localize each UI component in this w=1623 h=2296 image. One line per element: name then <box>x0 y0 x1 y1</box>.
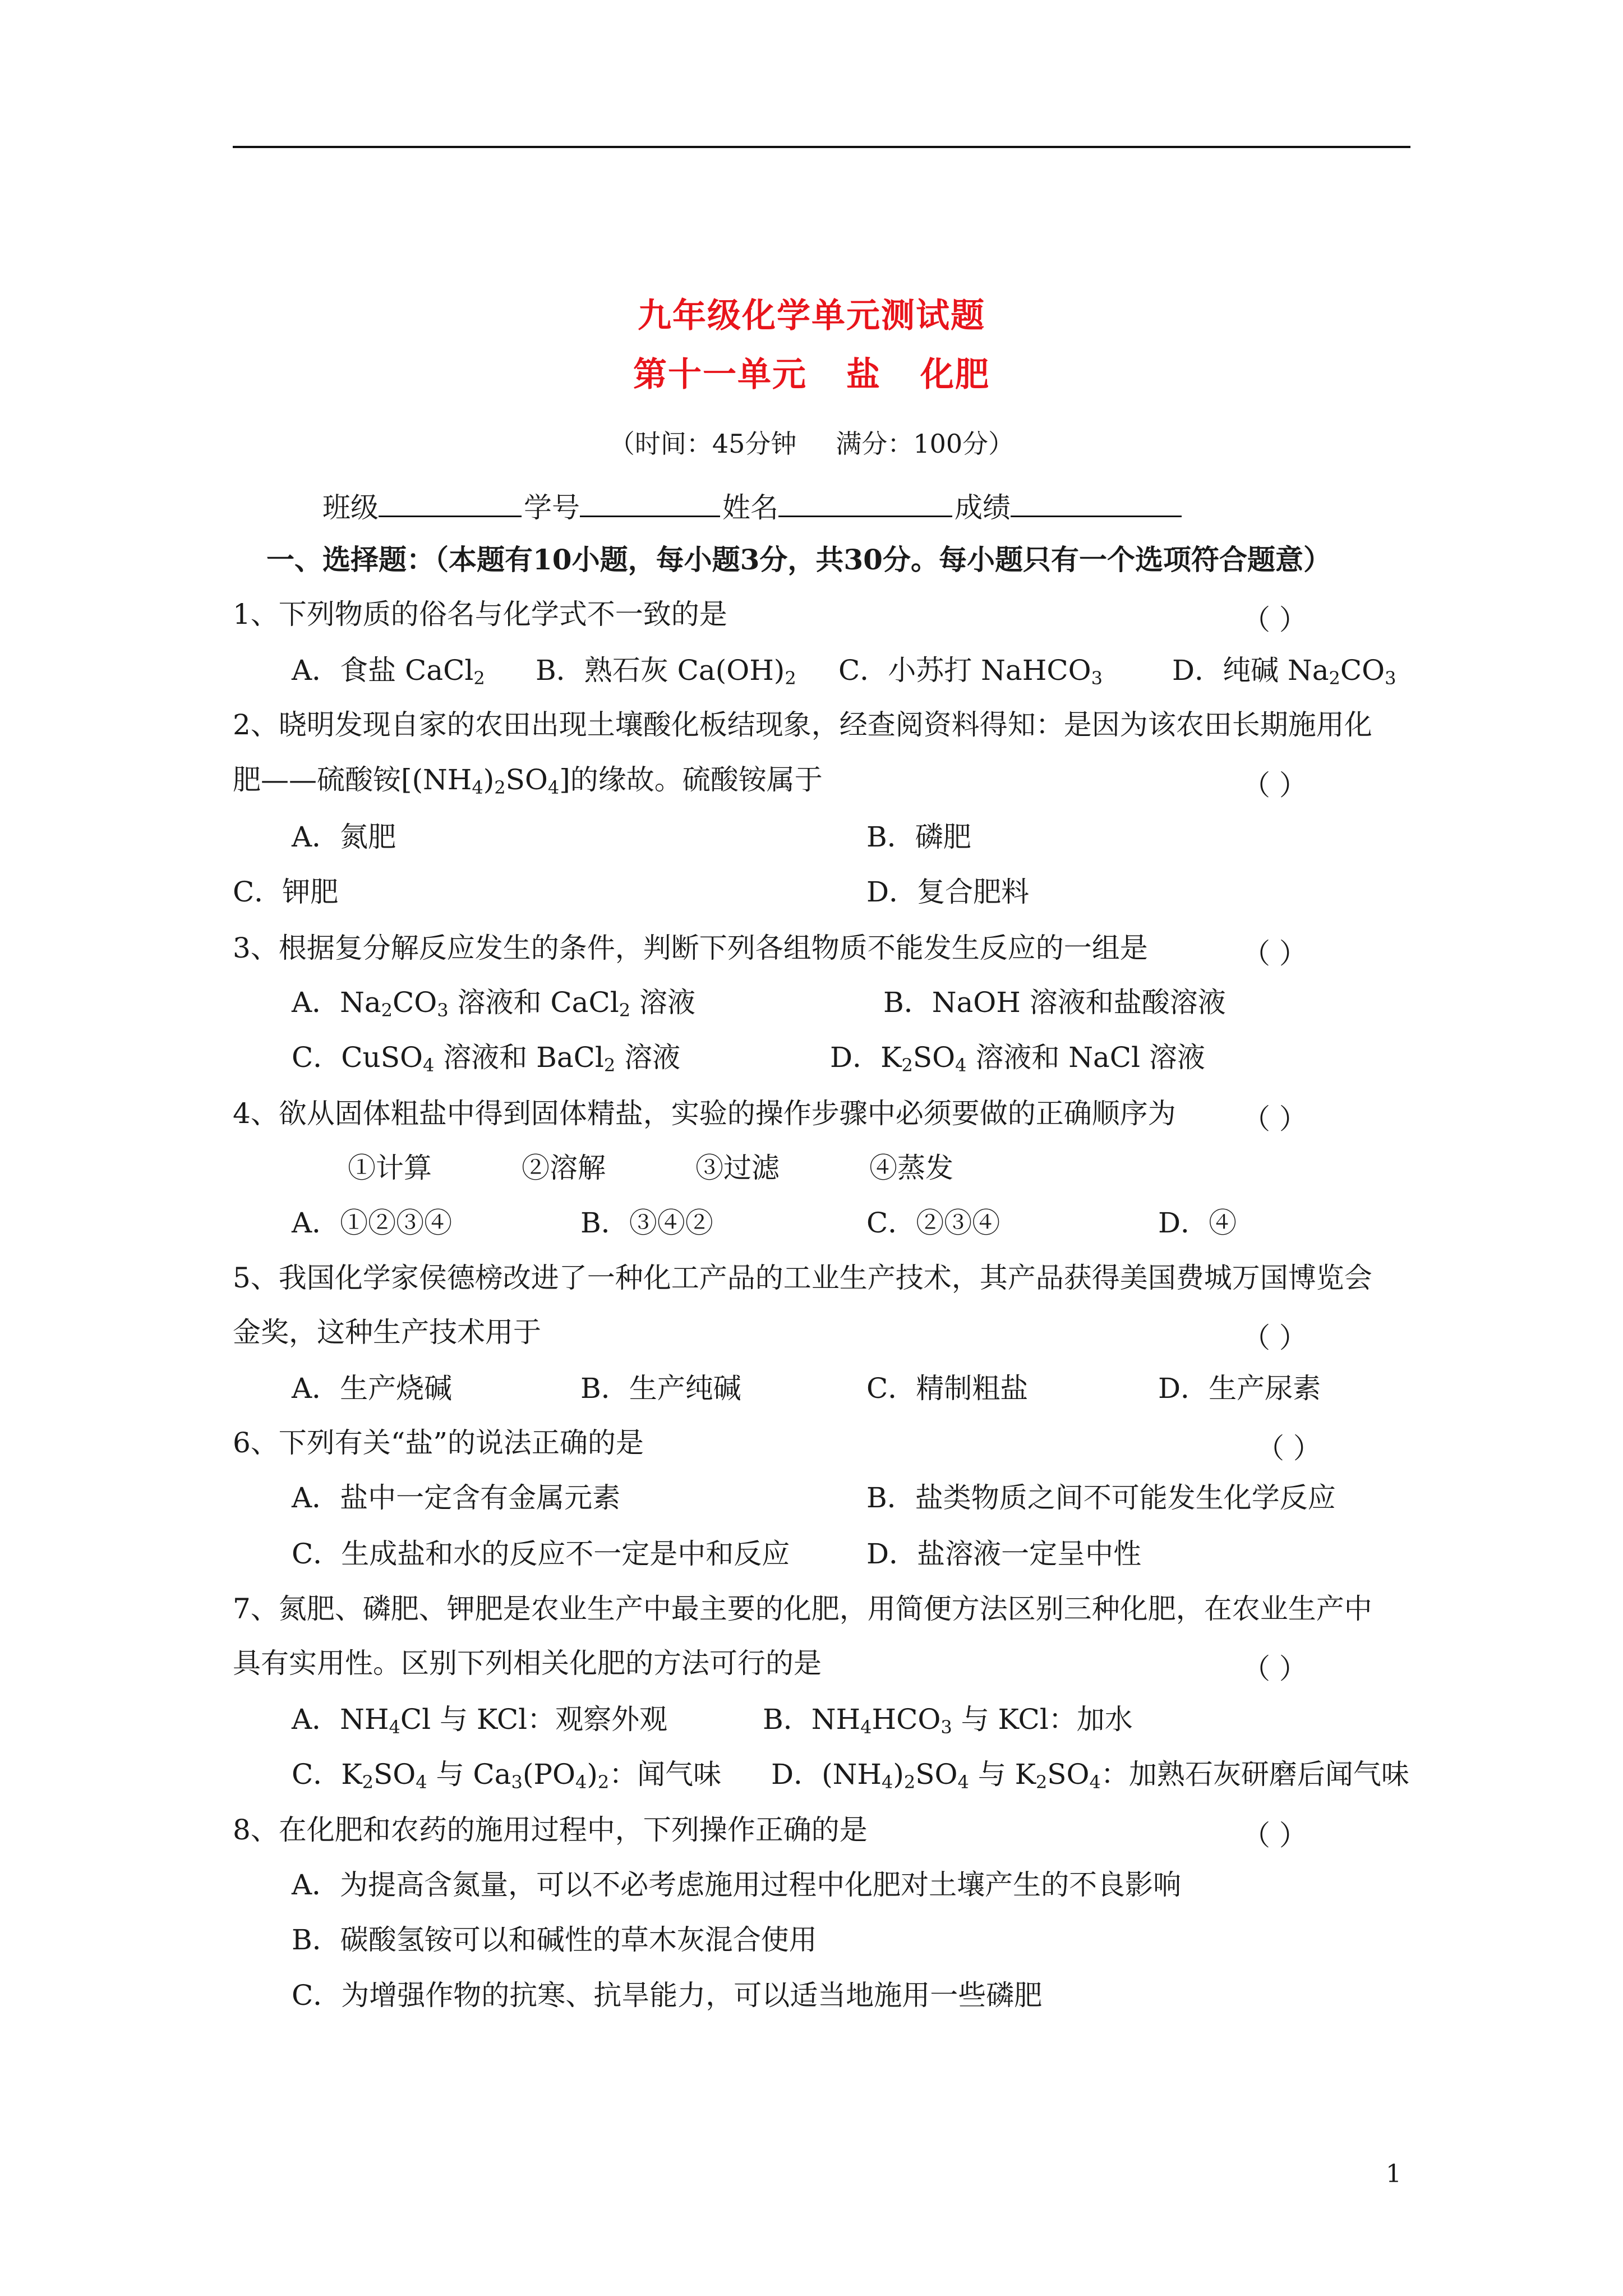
question-2-option-d[interactable]: D．复合肥料 <box>866 876 1030 908</box>
question-3-answer[interactable]: （ ） <box>1242 937 1307 970</box>
score-label: 满分：100分） <box>836 429 1015 459</box>
class-label: 班级 <box>322 491 379 524</box>
student-info-row <box>322 485 1184 526</box>
unit-topic-fertilizer: 化肥 <box>920 355 990 394</box>
unit-title <box>0 348 1623 396</box>
exam-meta <box>0 424 1623 461</box>
question-4-option-d[interactable]: D．④ <box>1158 1207 1237 1239</box>
question-2-stem-line-1: 2、晓明发现自家的农田出现土壤酸化板结现象，经查阅资料得知：是因为该农田长期施用化 <box>233 708 1372 741</box>
page-number: 1 <box>1386 2160 1401 2188</box>
question-6-stem: 6、下列有关“盐”的说法正确的是 <box>233 1427 644 1459</box>
question-8-option-c[interactable]: C．为增强作物的抗寒、抗旱能力，可以适当地施用一些磷肥 <box>292 1979 1043 2012</box>
question-3-option-c[interactable]: C．CuSO$_4$ 溶液和 BaCl$_2$ 溶液 <box>292 1041 681 1076</box>
time-label: （时间：45分钟 <box>608 429 797 459</box>
question-1-option-b[interactable]: B．熟石灰 $Ca(OH)_2$ <box>536 654 796 689</box>
question-4-step-4: ④蒸发 <box>869 1152 953 1184</box>
question-3-stem: 3、根据复分解反应发生的条件，判断下列各组物质不能发生反应的一组是 <box>233 932 1148 964</box>
question-4-step-1: ①计算 <box>348 1152 432 1184</box>
question-7-stem-line-2: 具有实用性。区别下列相关化肥的方法可行的是 <box>233 1647 822 1680</box>
header-rule <box>233 146 1410 148</box>
question-8-option-a[interactable]: A．为提高含氮量，可以不必考虑施用过程中化肥对土壤产生的不良影响 <box>292 1869 1182 1901</box>
question-5-option-a[interactable]: A．生产烧碱 <box>292 1372 453 1405</box>
unit-number: 第十一单元 <box>633 355 807 394</box>
class-blank[interactable] <box>379 492 522 517</box>
question-5-option-d[interactable]: D．生产尿素 <box>1158 1372 1321 1405</box>
question-7-answer[interactable]: （ ） <box>1242 1653 1307 1685</box>
question-4-answer[interactable]: （ ） <box>1242 1103 1307 1135</box>
student-id-blank[interactable] <box>580 492 720 517</box>
question-5-option-c[interactable]: C．精制粗盐 <box>866 1372 1029 1405</box>
question-4-option-c[interactable]: C．②③④ <box>866 1207 1000 1239</box>
question-8-answer[interactable]: （ ） <box>1242 1819 1307 1852</box>
question-1-stem: 1、下列物质的俗名与化学式不一致的是 <box>233 598 727 631</box>
question-3-option-a[interactable]: A．$Na_2CO_3$ 溶液和 CaCl$_2$ 溶液 <box>292 986 696 1021</box>
question-8-stem: 8、在化肥和农药的施用过程中，下列操作正确的是 <box>233 1814 868 1846</box>
question-3-option-d[interactable]: D．$K_2SO_4$ 溶液和 NaCl 溶液 <box>830 1041 1205 1076</box>
question-7-stem-line-1: 7、氮肥、磷肥、钾肥是农业生产中最主要的化肥，用简便方法区别三种化肥，在农业生产中 <box>233 1593 1372 1625</box>
question-4-option-b[interactable]: B．③④② <box>580 1207 713 1239</box>
question-5-stem-line-2: 金奖，这种生产技术用于 <box>233 1316 541 1349</box>
name-blank[interactable] <box>778 492 952 517</box>
question-7-option-a[interactable]: A．$NH_4Cl$ 与 KCl：观察外观 <box>292 1703 668 1738</box>
name-label: 姓名 <box>722 491 778 524</box>
grade-label: 成绩 <box>955 491 1011 524</box>
question-7-option-c[interactable]: C．$K_2SO_4$ 与 $Ca_3(PO_4)_2$：闻气味 <box>292 1758 722 1793</box>
question-6-option-b[interactable]: B．盐类物质之间不可能发生化学反应 <box>866 1481 1336 1514</box>
question-5-stem-line-1: 5、我国化学家侯德榜改进了一种化工产品的工业生产技术，其产品获得美国费城万国博览会 <box>233 1262 1372 1294</box>
document-title: 九年级化学单元测试题 <box>638 296 985 335</box>
question-1-option-c[interactable]: C．小苏打 NaHCO$_3$ <box>838 654 1103 689</box>
unit-topic-salt: 盐 <box>846 355 881 394</box>
question-2-answer[interactable]: （ ） <box>1242 769 1307 802</box>
question-2-option-c[interactable]: C．钾肥 <box>233 876 339 908</box>
question-4-step-3: ③过滤 <box>695 1152 780 1184</box>
question-6-option-d[interactable]: D．盐溶液一定呈中性 <box>866 1538 1142 1570</box>
question-4-option-a[interactable]: A．①②③④ <box>292 1207 453 1239</box>
question-3-option-b[interactable]: B．NaOH 溶液和盐酸溶液 <box>883 986 1226 1019</box>
question-7-option-d[interactable]: D．$(NH_4)_2SO_4$ 与 $K_2SO_4$：加熟石灰研磨后闻气味 <box>771 1758 1409 1793</box>
question-1-answer[interactable]: （ ） <box>1242 604 1307 636</box>
question-5-option-b[interactable]: B．生产纯碱 <box>580 1372 741 1405</box>
question-4-step-2: ②溶解 <box>522 1152 606 1184</box>
question-1-option-d[interactable]: D．纯碱 $Na_2CO_3$ <box>1172 654 1396 689</box>
question-6-answer[interactable]: （ ） <box>1256 1432 1321 1465</box>
question-6-option-c[interactable]: C．生成盐和水的反应不一定是中和反应 <box>292 1538 790 1570</box>
question-5-answer[interactable]: （ ） <box>1242 1322 1307 1354</box>
question-1-option-a[interactable]: A．食盐 CaCl$_2$ <box>292 654 485 689</box>
grade-blank[interactable] <box>1011 492 1182 517</box>
student-id-label: 学号 <box>524 491 580 524</box>
question-2-option-b[interactable]: B．磷肥 <box>866 821 971 853</box>
question-4-stem: 4、欲从固体粗盐中得到固体精盐，实验的操作步骤中必须要做的正确顺序为 <box>233 1097 1176 1130</box>
question-2-stem-line-2: 肥——硫酸铵$[(NH_4)_2SO_4]$的缘故。硫酸铵属于 <box>233 763 823 798</box>
question-6-option-a[interactable]: A．盐中一定含有金属元素 <box>292 1481 621 1514</box>
question-8-option-b[interactable]: B．碳酸氢铵可以和碱性的草木灰混合使用 <box>292 1924 817 1956</box>
section-heading: 一、选择题：（本题有10小题，每小题3分，共30分。每小题只有一个选项符合题意） <box>266 543 1331 576</box>
question-7-option-b[interactable]: B．$NH_4HCO_3$ 与 KCl：加水 <box>763 1703 1133 1738</box>
question-2-option-a[interactable]: A．氮肥 <box>292 821 396 853</box>
